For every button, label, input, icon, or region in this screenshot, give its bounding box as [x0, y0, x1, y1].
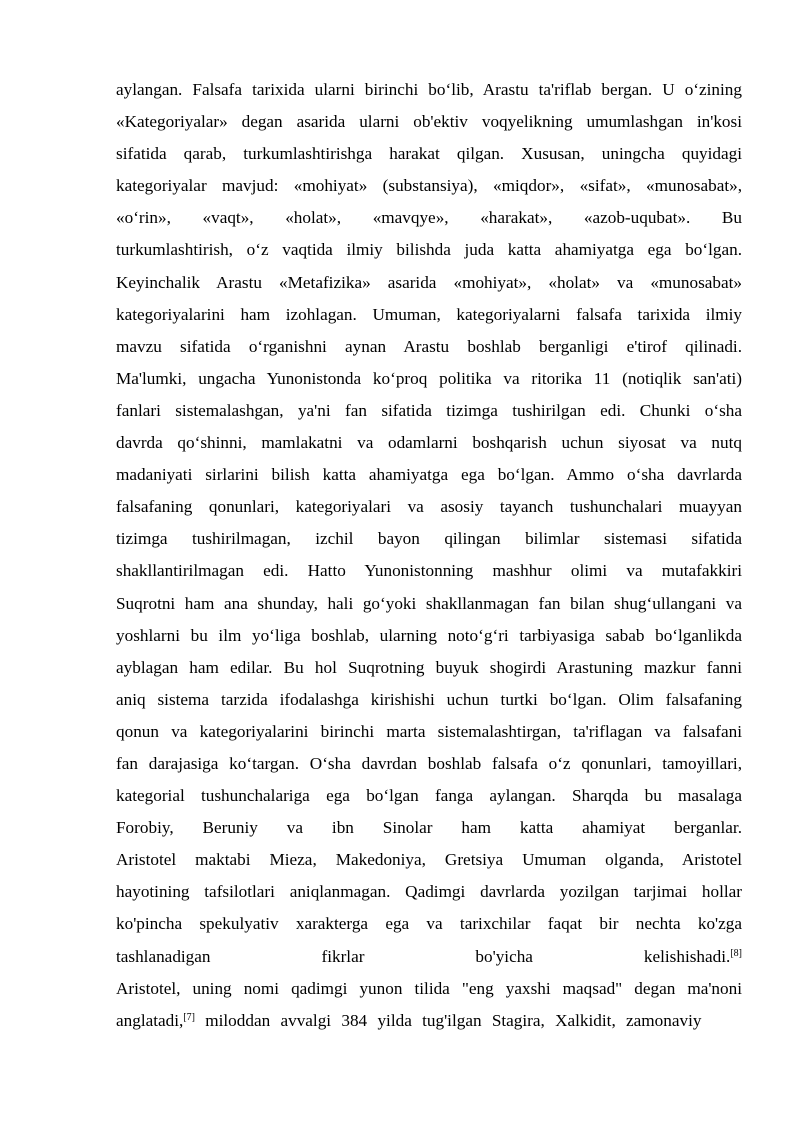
text-line: kategoriyalarini ham izohlagan. Umuman, kategoriyalarni falsafa tarixida ilmiy [116, 304, 742, 324]
text-line: Aristotel maktabi Mieza, Makedoniya, Gretsiya Umuman olganda, Aristotel [116, 850, 742, 870]
text-line: fanlari sistemalashgan, ya'ni fan sifatida tizimga tushirilgan edi. Chunki o‘sha [116, 400, 742, 420]
text-line: Ma'lumki, ungacha Yunonistonda ko‘proq politika va ritorika 11 (notiqlik san'ati) [116, 368, 742, 388]
text-line: Suqrotni ham ana shunday, hali go‘yoki shakllanmagan fan bilan shug‘ullangani va [116, 593, 742, 613]
text-line: aniq sistema tarzida ifodalashga kirishishi uchun turtki bo‘lgan. Olim falsafaning [116, 689, 742, 709]
text-line: yoshlarni bu ilm yo‘liga boshlab, ularning noto‘g‘ri tarbiyasiga sabab bo‘lganlikda [116, 625, 742, 645]
text-line: «Kategoriyalar» degan asarida ularni ob'ektiv voqyelikning umumlashgan in'kosi [116, 112, 742, 132]
line-text: tashlanadigan fikrlar bo'yicha kelishishadi. [116, 946, 731, 966]
text-line: sifatida qarab, turkumlashtirishga harakat qilgan. Xususan, uningcha quyidagi [116, 144, 742, 164]
text-line-with-citation [116, 941, 742, 973]
body-text [116, 74, 742, 1037]
text-line-with-citation [116, 1005, 742, 1037]
citation-8[interactable]: [8] [730, 947, 742, 959]
text-line: Forobiy, Beruniy va ibn Sinolar ham katta ahamiyat berganlar. [116, 818, 742, 838]
text-line: fan darajasiga ko‘targan. O‘sha davrdan boshlab falsafa o‘z qonunlari, tamoyillari, [116, 753, 742, 773]
text-line: ayblagan ham edilar. Bu hol Suqrotning buyuk shogirdi Arastuning mazkur fanni [116, 657, 742, 677]
text-line: hayotining tafsilotlari aniqlanmagan. Qadimgi davrlarda yozilgan tarjimai hollar [116, 882, 742, 902]
text-line: tizimga tushirilmagan, izchil bayon qilingan bilimlar sistemasi sifatida [116, 529, 742, 549]
text-line: shakllantirilmagan edi. Hatto Yunonistonning mashhur olimi va mutafakkiri [116, 561, 742, 581]
text-line: kategoriyalar mavjud: «mohiyat» (substansiya), «miqdor», «sifat», «munosabat», [116, 176, 742, 196]
text-line: ko'pincha spekulyativ xarakterga ega va tarixchilar faqat bir nechta ko'zga [116, 914, 742, 934]
text-line: «o‘rin», «vaqt», «holat», «mavqye», «harakat», «azob-uqubat». Bu [116, 208, 742, 228]
text-line: kategorial tushunchalariga ega bo‘lgan fanga aylangan. Sharqda bu masalaga [116, 786, 742, 806]
line-text-before: anglatadi, [116, 1010, 184, 1030]
text-line: Aristotel, uning nomi qadimgi yunon tilida "eng yaxshi maqsad" degan ma'noni [116, 978, 742, 998]
text-line: madaniyati sirlarini bilish katta ahamiyatga ega bo‘lgan. Ammo o‘sha davrlarda [116, 465, 742, 485]
text-line: falsafaning qonunlari, kategoriyalari va asosiy tayanch tushunchalari muayyan [116, 497, 742, 517]
text-line: aylangan. Falsafa tarixida ularni birinchi bo‘lib, Arastu ta'riflab bergan. U o‘zining [116, 80, 742, 99]
text-line: turkumlashtirish, o‘z vaqtida ilmiy bilishda juda katta ahamiyatga ega bo‘lgan. [116, 240, 742, 260]
line-text-after: miloddan avvalgi 384 yilda tug'ilgan Stagira, Xalkidit, zamonaviy [194, 1010, 702, 1030]
text-line: qonun va kategoriyalarini birinchi marta sistemalashtirgan, ta'riflagan va falsafani [116, 721, 742, 741]
text-line: Keyinchalik Arastu «Metafizika» asarida «mohiyat», «holat» va «munosabat» [116, 272, 742, 292]
text-line: davrda qo‘shinni, mamlakatni va odamlarni boshqarish uchun siyosat va nutq [116, 433, 742, 453]
citation-7[interactable]: [7] [183, 1011, 195, 1023]
text-line: mavzu sifatida o‘rganishni aynan Arastu boshlab berganligi e'tirof qilinadi. [116, 336, 742, 356]
